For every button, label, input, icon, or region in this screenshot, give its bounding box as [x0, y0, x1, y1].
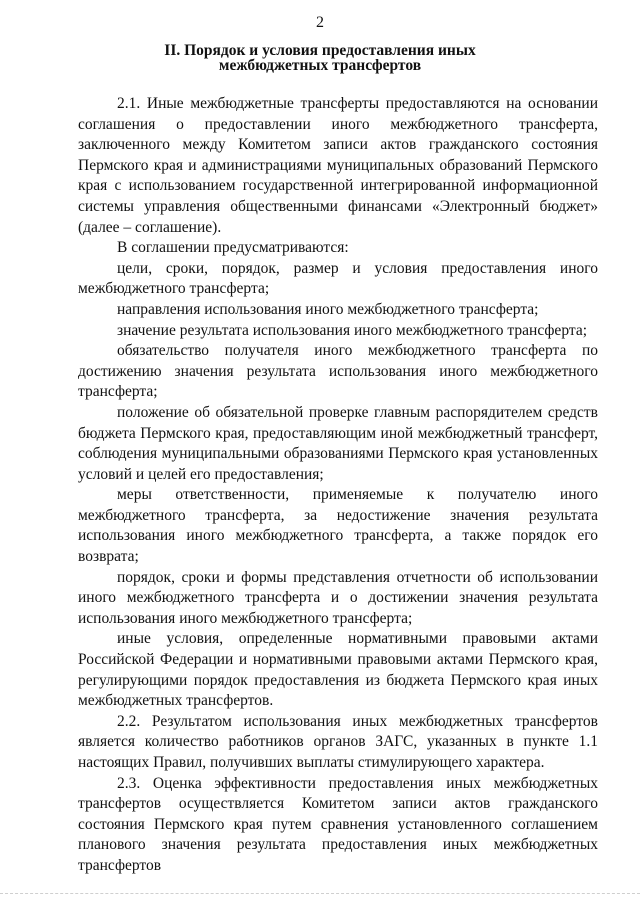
paragraph-other-conditions: иные условия, определенные нормативными правовыми актами Российской Федерации и нормативными правовыми актами Пермского края, регулирующими порядок предоставления из бюджета Пермского края иных межбюджетных трансфертов.	[78, 630, 598, 710]
paragraph-obligation: обязательство получателя иного межбюджетного трансферта по достижению значения результата использования иного межбюджетного трансферта;	[78, 342, 598, 401]
paragraph-2-2: 2.2. Результатом использования иных межбюджетных трансфертов является количество работников органов ЗАГС, указанных в пункте 1.1 настоящих Правил, получивших выплаты стимулирующего характера.	[78, 712, 598, 771]
document-body	[78, 94, 598, 877]
paragraph-liability: меры ответственности, применяемые к получателю иного межбюджетного трансферта, за недостижение значения результата использования иного межбюджетного трансферта, а также порядок его возврата;	[78, 486, 598, 566]
paragraph-agreement-intro: В соглашении предусматриваются:	[117, 239, 349, 257]
paragraph-directions: направления использования иного межбюджетного трансферта;	[117, 300, 539, 318]
section-heading-line-2: межбюджетных трансфертов	[218, 57, 422, 74]
section-heading-line-1: II. Порядок и условия предоставления иных	[164, 42, 476, 59]
paragraph-goals: цели, сроки, порядок, размер и условия предоставления иного межбюджетного трансферта;	[78, 259, 598, 298]
paragraph-2-3: 2.3. Оценка эффективности предоставления иных межбюджетных трансфертов осуществляется Комитетом записи актов гражданского состояния Пермского края путем сравнения установленного соглашением планового значения результата предоставления иных межбюджетных трансфертов	[78, 774, 598, 874]
paragraph-2-1: 2.1. Иные межбюджетные трансферты предоставляются на основании соглашения о предоставлении иного межбюджетного трансферта, заключенного между Комитетом записи актов гражданского состояния Пермского края и администрациями муниципальных образований Пермского края с использованием государственной интегрированной информационной системы управления общественными финансами «Электронный бюджет» (далее – соглашение).	[78, 95, 598, 236]
paragraph-verification: положение об обязательной проверке главным распорядителем средств бюджета Пермского края, предоставляющим иной межбюджетный трансферт, соблюдения муниципальными образованиями Пермского края установленных условий и целей его предоставления;	[78, 403, 598, 483]
paragraph-result-value: значение результата использования иного межбюджетного трансферта;	[117, 321, 588, 339]
page-number: 2	[316, 14, 324, 31]
section-heading	[110, 43, 530, 73]
paragraph-reporting: порядок, сроки и формы представления отчетности об использовании иного межбюджетного трансферта и о достижении значения результата использования иного межбюджетного трансферта;	[78, 568, 598, 627]
page-bottom-edge	[0, 893, 640, 894]
